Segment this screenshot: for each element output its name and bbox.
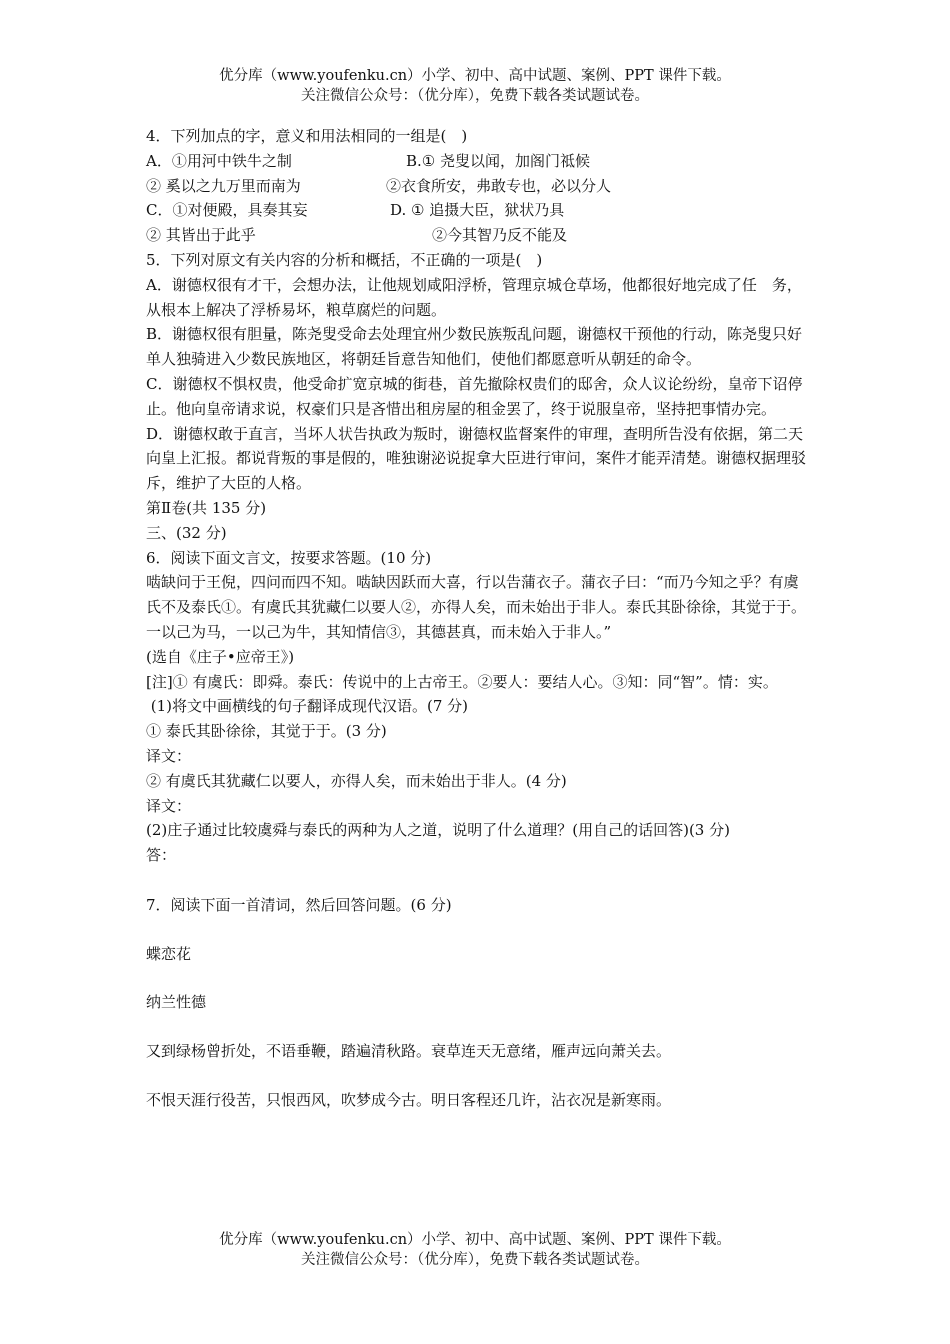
q4-option-a: A．①用河中铁牛之制 (146, 151, 292, 170)
poem-author: 纳兰性德 (146, 993, 207, 1012)
q4-row-2 (146, 174, 806, 199)
q7-stem: 7．阅读下面一首清词，然后回答问题。(6 分) (146, 895, 452, 914)
q4-option-a2: ② 奚以之九万里而南为 (146, 176, 301, 195)
spacer (146, 966, 806, 990)
q4-option-b: B.① 尧叟以闻，加阁门祗候 (406, 151, 591, 170)
q6-stem: 6．阅读下面文言文，按要求答题。(10 分) (146, 548, 432, 567)
q5-stem: 5．下列对原文有关内容的分析和概括，不正确的一项是( ) (146, 250, 543, 269)
q6-yiwen-1: 译文： (146, 746, 192, 765)
q5-option-a: A．谢德权很有才干，会想办法，让他规划咸阳浮桥，管理京城仓草场，他都很好地完成了任 务，从根本上解决了浮桥易坏，粮草腐烂的问题。 (146, 275, 802, 319)
q6-answer: 答： (146, 846, 177, 865)
section3-heading: 三、(32 分) (146, 523, 227, 542)
spacer (146, 1015, 806, 1039)
header-line-2: 关注微信公众号：（优分库），免费下载各类试题试卷。 (301, 88, 649, 104)
poem-line-2: 不恨天涯行役苦，只恨西风，吹梦成今古。明日客程还几许，沾衣况是新寒雨。 (146, 1090, 672, 1109)
q5-option-c: C．谢德权不惧权贵，他受命扩宽京城的街巷，首先撤除权贵们的邸舍，众人议论纷纷，皇帝下诏停止。他向皇帝请求说，权豪们只是吝惜出租房屋的租金罢了，终于说服皇帝，坚持把事情办完。 (146, 374, 803, 418)
q6-yiwen-2: 译文： (146, 796, 192, 815)
q6-sub1b: ② 有虞氏其犹藏仁以要人，亦得人矣，而未始出于非人。(4 分) (146, 771, 567, 790)
q6-source: (选自《庄子•应帝王》) (146, 647, 295, 666)
q4-option-d2: ②今其智乃反不能及 (432, 226, 568, 245)
q4-option-b2: ②衣食所安，弗敢专也，必以分人 (386, 176, 612, 195)
q6-sub1: (1)将文中画横线的句子翻译成现代汉语。(7 分) (146, 697, 469, 716)
spacer (146, 918, 806, 942)
q4-stem: 4．下列加点的字，意义和用法相同的一组是( ) (146, 127, 468, 145)
q4-row-3 (146, 198, 806, 223)
q4-option-c: C．①对便殿，具奏其妄 (146, 201, 308, 220)
q4-option-d: D. ① 追摄大臣，狱状乃具 (390, 201, 565, 220)
footer-line-2: 关注微信公众号：（优分库），免费下载各类试题试卷。 (301, 1252, 649, 1268)
document-body (146, 124, 806, 1113)
q4-option-c2: ② 其皆出于此乎 (146, 226, 256, 245)
q6-sub1a: ① 泰氏其卧徐徐，其觉于于。(3 分) (146, 722, 387, 741)
part2-heading: 第Ⅱ卷(共 135 分) (146, 498, 267, 517)
page-footer (0, 1230, 950, 1270)
poem-line-1: 又到绿杨曾折处，不语垂鞭，踏遍清秋路。衰草连天无意绪，雁声远向萧关去。 (146, 1042, 672, 1061)
spacer (146, 1064, 806, 1088)
spacer (146, 868, 806, 893)
q6-passage: 啮缺问于王倪，四问而四不知。啮缺因跃而大喜，行以告蒲衣子。蒲衣子曰：“而乃今知之乎？有虞氏不及泰氏①。有虞氏其犹藏仁以要人②，亦得人矣，而未始出于非人。泰氏其卧徐徐，其觉于于。一以己为马，一以己为牛，其知情信③，其德甚真，而未始入于非人。” (146, 573, 807, 641)
q5-option-b: B．谢德权很有胆量，陈尧叟受命去处理宜州少数民族叛乱问题，谢德权干预他的行动，陈尧叟只好单人独骑进入少数民族地区，将朝廷旨意告知他们，使他们都愿意听从朝廷的命令。 (146, 325, 803, 369)
q4-row-1 (146, 149, 806, 174)
page-header (0, 66, 950, 106)
q6-note: [注]① 有虞氏：即舜。泰氏：传说中的上古帝王。②要人：要结人心。③知：同“智”。情：实。 (146, 672, 778, 691)
poem-title: 蝶恋花 (146, 944, 192, 963)
q4-row-4 (146, 223, 806, 248)
header-line-1: 优分库（www.youfenku.cn）小学、初中、高中试题、案例、PPT 课件下载。 (219, 68, 731, 84)
q5-option-d: D．谢德权敢于直言，当坏人状告执政为叛时，谢德权监督案件的审理，查明所告没有依据，第二天向皇上汇报。都说背叛的事是假的，唯独谢泌说捉拿大臣进行审问，案件才能弄清楚。谢德权据理驳斥，维护了大臣的人格。 (146, 424, 807, 493)
footer-line-1: 优分库（www.youfenku.cn）小学、初中、高中试题、案例、PPT 课件下载。 (219, 1232, 731, 1248)
q6-sub2: (2)庄子通过比较虞舜与泰氏的两种为人之道，说明了什么道理？(用自己的话回答)(3 分) (146, 821, 730, 840)
